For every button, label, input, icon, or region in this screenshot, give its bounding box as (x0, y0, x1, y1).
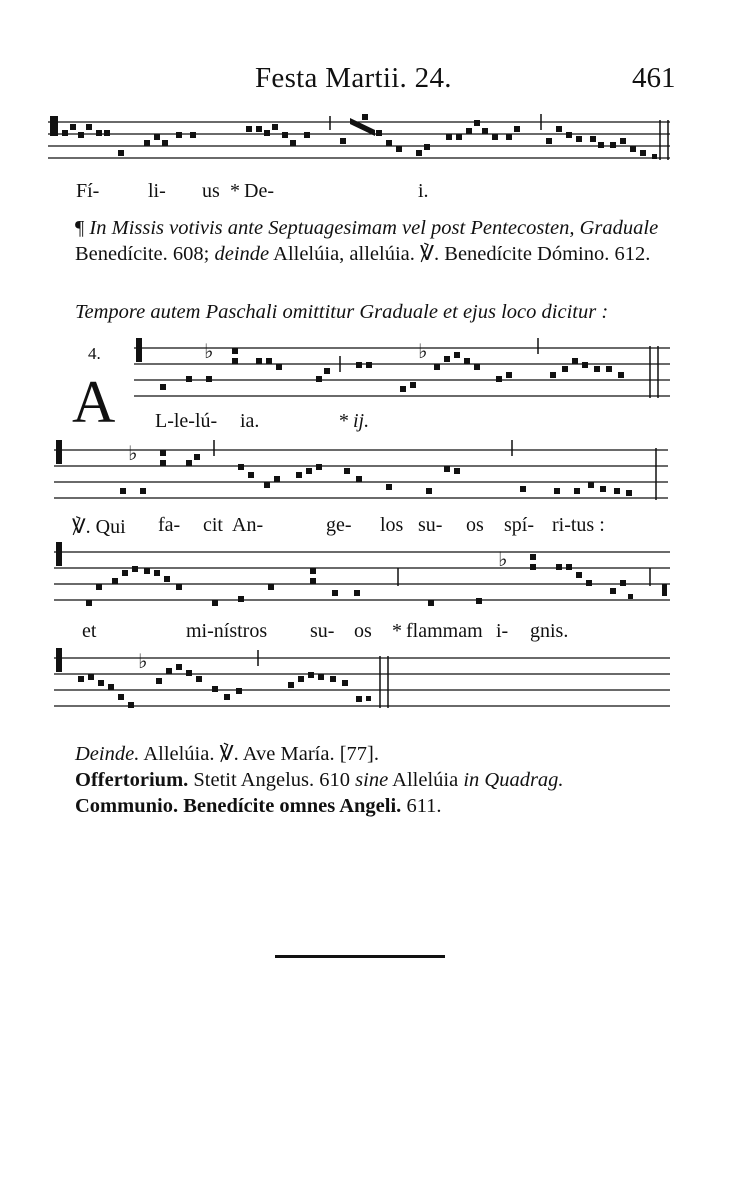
page-number: 461 (632, 62, 676, 94)
syllable: An- (232, 514, 264, 536)
mode-number: 4. (88, 344, 101, 363)
staff-system-1 (0, 110, 750, 180)
syllable: us (202, 180, 220, 202)
svg-text:♭: ♭ (138, 651, 148, 673)
syllable: fa- (158, 514, 181, 536)
asterisk: * (230, 180, 240, 202)
syllable: Fí- (76, 180, 100, 202)
svg-text:♭: ♭ (204, 341, 214, 363)
footer-text: Stetit Angelus. 610 (188, 769, 356, 791)
syllable: i- (496, 620, 509, 642)
syllable: L-le-lú- (155, 410, 218, 432)
pilcrow: ¶ (75, 217, 85, 239)
rubric-text: deinde (214, 242, 270, 265)
svg-text:♭: ♭ (128, 443, 138, 465)
syllable: spí- (504, 514, 534, 536)
page-title: Festa Martii. 24. (255, 62, 452, 94)
syllable: os (354, 620, 372, 642)
footer-communio (75, 794, 675, 820)
footer-deinde (75, 742, 675, 768)
rubric-paschal: Tempore autem Paschali omittitur Graduale et ejus loco dicitur : (75, 301, 609, 323)
footer-offertorium (75, 768, 675, 794)
rubric-text: Benedícite. 608; (75, 242, 215, 265)
svg-text:♭: ♭ (498, 549, 508, 571)
syllable: i. (418, 180, 429, 202)
syllable: De- (244, 180, 274, 202)
page-header (0, 62, 750, 102)
syllable: flammam (406, 620, 483, 642)
syllable: ge- (326, 514, 352, 536)
footer-text: in Quadrag. (463, 769, 564, 791)
rubric-votive (75, 216, 675, 267)
svg-text:♭: ♭ (418, 341, 428, 363)
staff-verse-3 (0, 646, 750, 718)
syllable: et (82, 620, 97, 642)
syllable: gnis. (530, 620, 569, 642)
rubric-text: Allelúia, allelúia. ℣. Benedícite Dómino. 612. (269, 242, 651, 265)
staff-verse-2 (0, 540, 750, 614)
rubric-text: Graduale (579, 217, 659, 239)
syllable: los (380, 514, 404, 536)
footer-text: 611. (401, 795, 442, 817)
syllable: su- (418, 514, 443, 536)
syllable: ia. (240, 410, 260, 432)
footer-text: Benedícite omnes Angeli. (178, 795, 402, 817)
asterisk: * (392, 620, 402, 642)
syllable: ri-tus : (552, 514, 605, 536)
rubric-text: In Missis votivis ante Septuagesimam vel post Pentecosten, (89, 217, 575, 239)
footer-text: Allelúia. ℣. Ave María. [77]. (139, 743, 379, 765)
staff-verse-1 (0, 438, 750, 510)
syllable: ℣. Qui (72, 516, 126, 538)
end-rule (275, 955, 445, 958)
footer-label: Deinde. (75, 743, 140, 765)
syllable: mi-nístros (186, 620, 268, 642)
footer-text: Allelúia (388, 769, 464, 791)
syllable: os (466, 514, 484, 536)
syllable: su- (310, 620, 335, 642)
footer-label: Offertorium. (75, 769, 189, 791)
footer-label: Communio. (75, 795, 179, 817)
syllable: li- (148, 180, 166, 202)
repeat-mark: * ij. (338, 410, 370, 432)
footer-text: sine (355, 769, 389, 791)
staff-alleluia-1 (0, 336, 750, 406)
initial-letter: A (72, 369, 116, 435)
syllable: cit (203, 514, 223, 536)
